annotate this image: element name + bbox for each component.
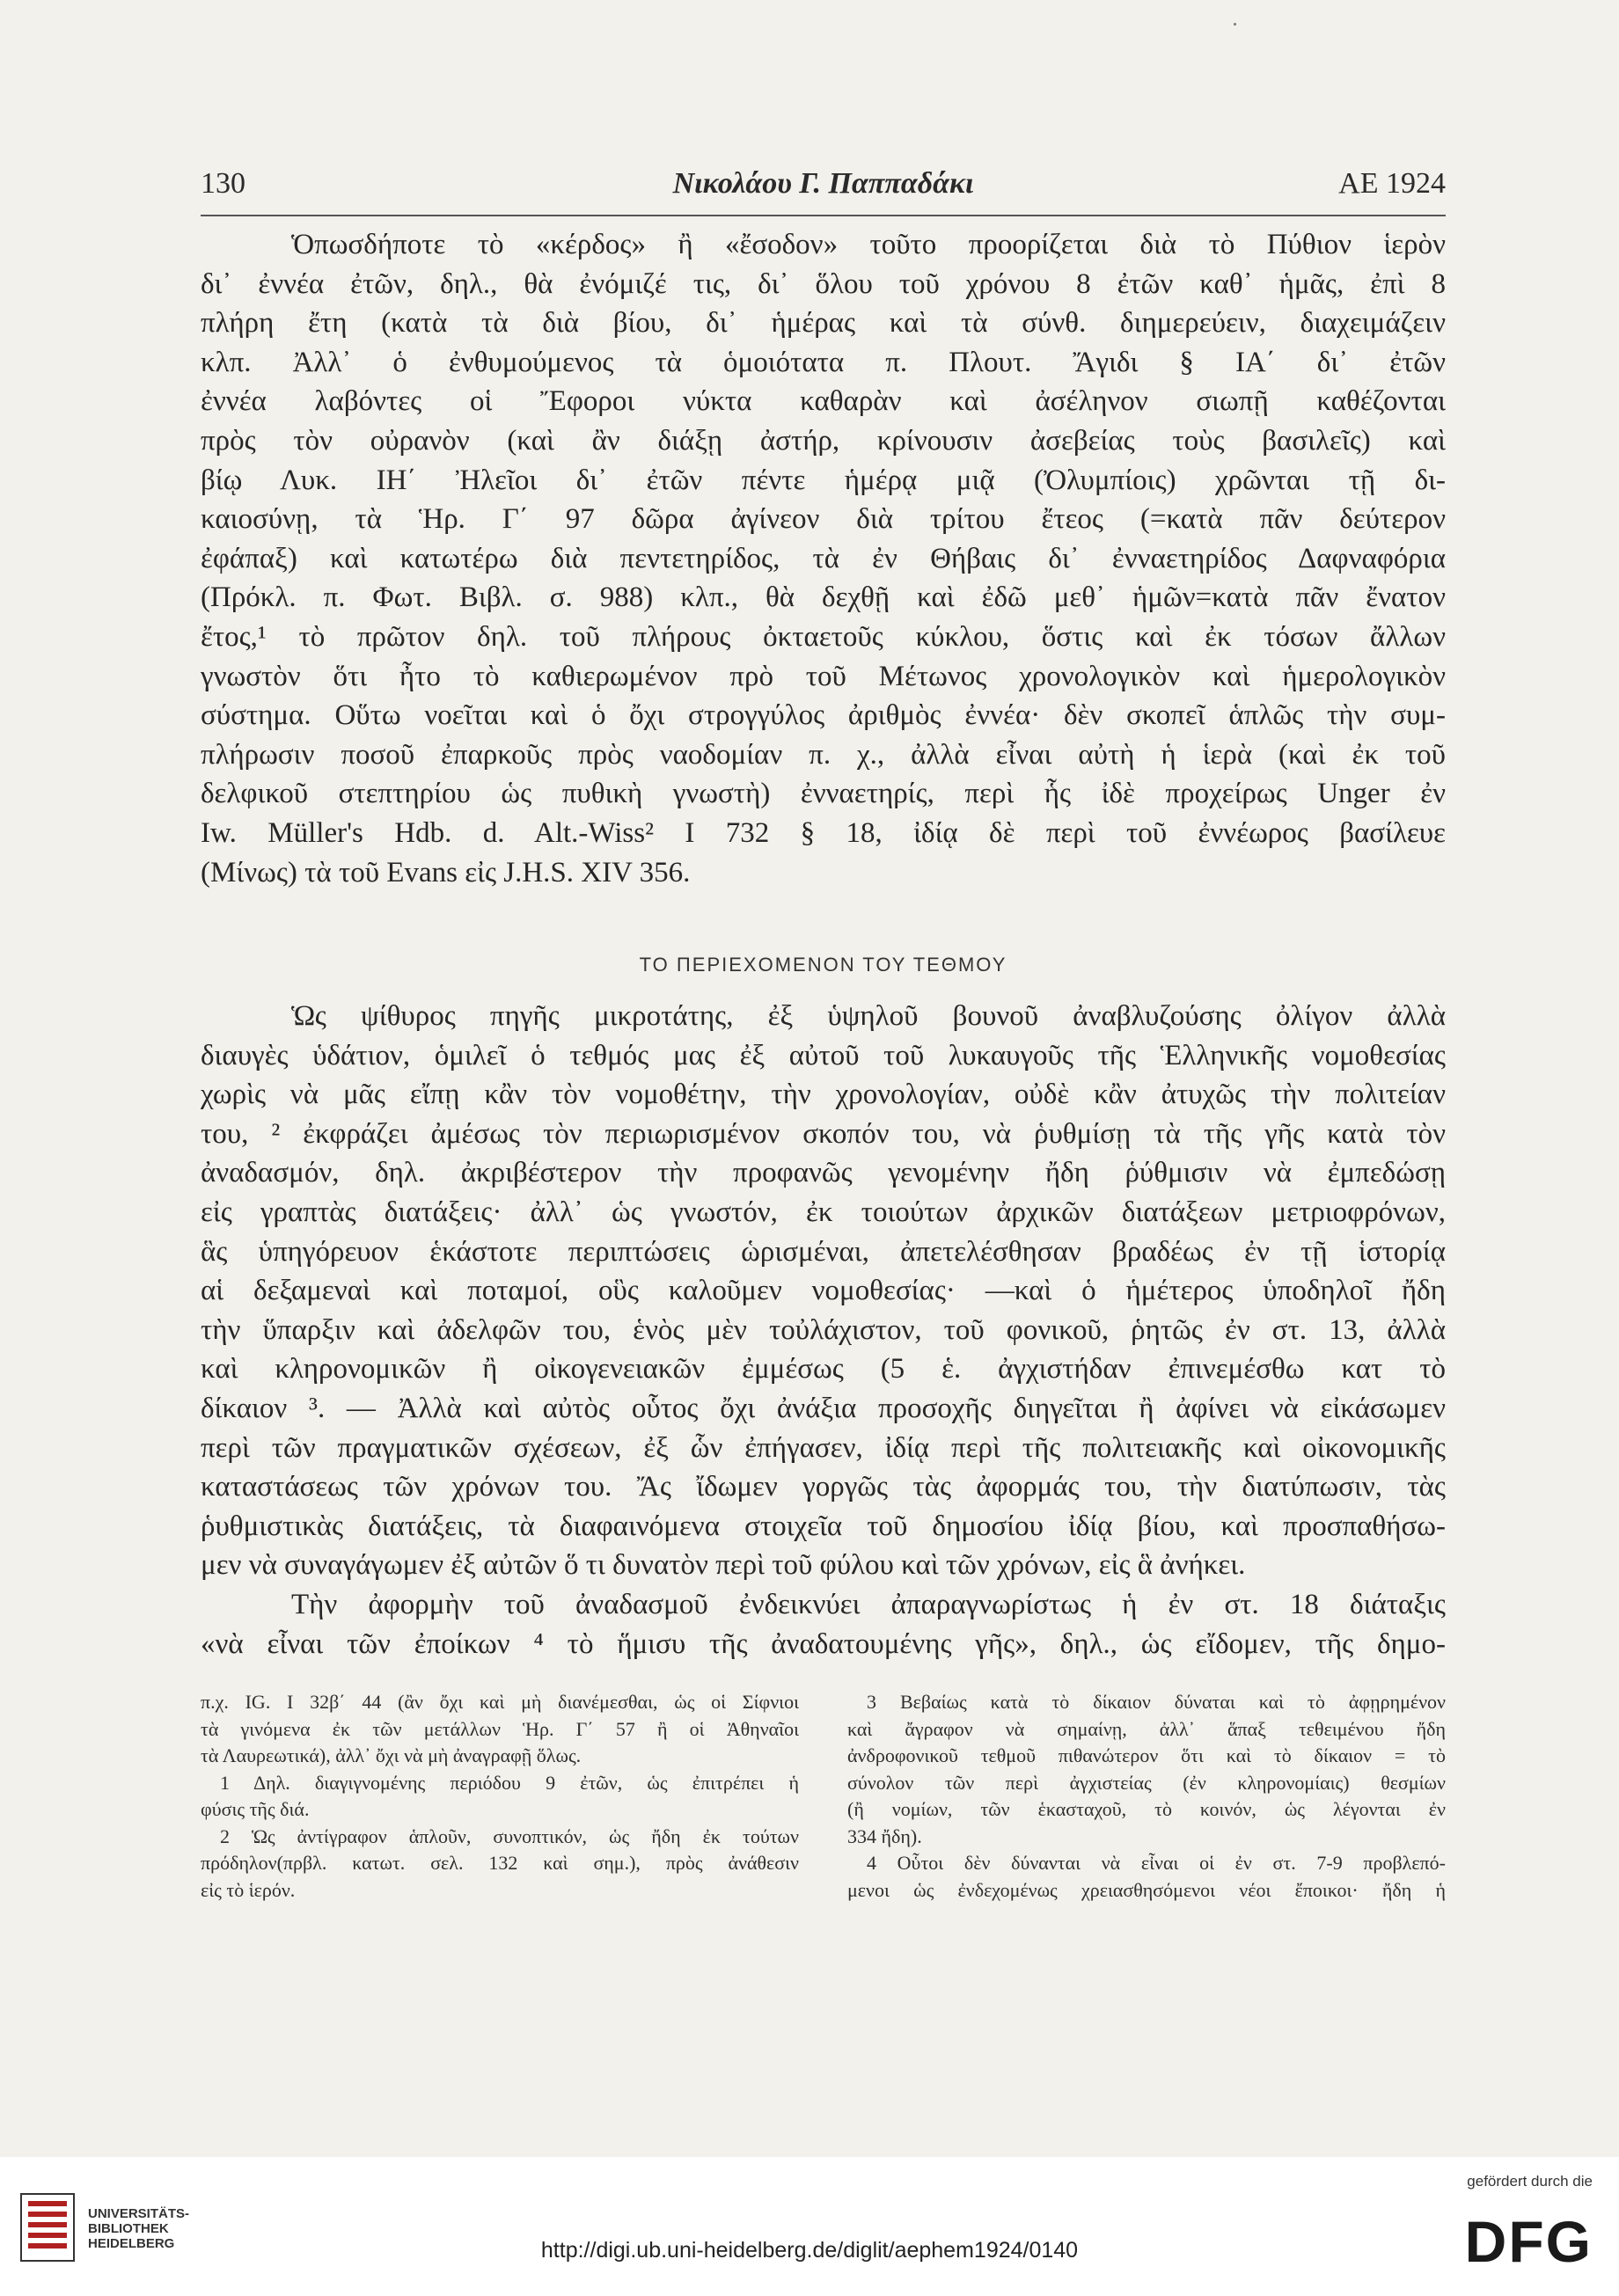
text-line: ῥυθμιστικὰς διατάξεις, τὰ διαφαινόμενα στοιχεῖα τοῦ δημοσίου ἰδίᾳ βίου, καὶ προσπαθήσω- (201, 1510, 1446, 1542)
text-line: πρὸς τὸν οὐρανὸν (καὶ ἂν διάξῃ ἀστήρ, κρίνουσιν ἀσεβείας τοὺς βασιλεῖς) καὶ (201, 424, 1446, 457)
library-name: UNIVERSITÄTS- BIBLIOTHEK HEIDELBERG (88, 2206, 190, 2251)
source-url-link[interactable]: http://digi.ub.uni-heidelberg.de/diglit/aephem1924/0140 (540, 2238, 1079, 2263)
footnote-line: τὰ Λαυρεωτικά), ἀλλ᾽ ὄχι νὰ μὴ ἀναγραφῇ ὅλως. (201, 1744, 582, 1766)
page-speck (1234, 23, 1236, 26)
footnote-line: 3 Βεβαίως κατὰ τὸ δίκαιον δύναται καὶ τὸ ἀφῃρημένον (867, 1691, 1446, 1713)
running-header (201, 167, 1446, 211)
footnote-line: 4 Οὗτοι δὲν δύνανται νὰ εἶναι οἱ ἐν στ. 7-9 προβλεπό- (867, 1852, 1446, 1874)
footnotes-right (847, 1689, 1446, 1904)
text-line: Iw. Müller's Hdb. d. Alt.-Wiss² I 732 § 18, ἰδίᾳ δὲ περὶ τοῦ ἐννέωρος βασίλευε (201, 816, 1446, 849)
text-line: μεν νὰ συναγάγωμεν ἐξ αὐτῶν ὅ τι δυνατὸν περὶ τοῦ φύλου καὶ τῶν χρόνων, εἰς ἃ ἀνήκει. (201, 1549, 1246, 1582)
journal-issue: ΑΕ 1924 (1338, 167, 1446, 200)
footnote-line: φύσις τῆς διά. (201, 1798, 310, 1820)
text-line: πλήρωσιν ποσοῦ ἐπαρκοῦς πρὸς ναοδομίαν π. χ., ἀλλὰ εἶναι αὐτὴ ἡ ἱερὰ (καὶ ἐκ τοῦ (201, 738, 1446, 771)
footnote-line: 334 ἤδη). (847, 1824, 922, 1847)
text-line: (Μίνως) τὰ τοῦ Evans εἰς J.H.S. XIV 356. (201, 856, 691, 888)
footnotes-left (201, 1689, 799, 1904)
text-line: ἔτος,¹ τὸ πρῶτον δηλ. τοῦ πλήρους ὀκταετοῦς κύκλου, ὅστις καὶ ἐκ τόσων ἄλλων (201, 620, 1446, 653)
footnote-line: π.χ. IG. I 32β΄ 44 (ἂν ὄχι καὶ μὴ διανέμεσθαι, ὡς οἱ Σίφνιοι (201, 1691, 799, 1713)
text-line: πλήρη ἔτη (κατὰ τὰ διὰ βίου, δι᾽ ἡμέρας καὶ τὰ σύνθ. διημερεύειν, διαχειμάζειν (201, 307, 1446, 340)
text-line: τὴν ὕπαρξιν καὶ ἀδελφῶν του, ἑνὸς μὲν τοὐλάχιστον, τοῦ φονικοῦ, ῥητῶς ἐν στ. 13, ἀλλὰ (201, 1313, 1446, 1346)
header-rule (201, 215, 1446, 216)
footnote-line: μενοι ὡς ἐνδεχομένως χρειασθησόμενοι νέοι ἔποικοι· ἤδη ἡ (847, 1878, 1446, 1901)
footnote-line: 1 Δηλ. διαγιγνομένης περιόδου 9 ἐτῶν, ὡς ἐπιτρέπει ἡ (220, 1771, 799, 1794)
paragraph-3 (201, 1585, 1446, 1664)
digitization-footer (0, 2157, 1619, 2296)
text-line: σύστημα. Οὕτω νοεῖται καὶ ὁ ὄχι στρογγύλος ἀριθμὸς ἐννέα· δὲν σκοπεῖ ἁπλῶς τὴν συμ- (201, 699, 1446, 732)
text-line: ἀναδασμόν, δηλ. ἀκριβέστερον τὴν προφανῶς γενομένην ἤδη ῥύθμισιν νὰ ἐμπεδώσῃ (201, 1157, 1446, 1189)
text-line: γνωστὸν ὅτι ἦτο τὸ καθιερωμένον πρὸ τοῦ Μέτωνος χρονολογικὸν καὶ ἡμερολογικὸν (201, 660, 1446, 692)
footnote-line: καὶ ἄγραφον νὰ σημαίνῃ, ἀλλ᾽ ἅπαξ τεθειμένου ἤδη (847, 1717, 1446, 1740)
text-line: ἃς ὑπηγόρευον ἑκάστοτε περιπτώσεις ὡρισμέναι, ἀπετελέσθησαν βραδέως ἐν τῇ ἱστορίᾳ (201, 1235, 1446, 1268)
text-line: καὶ κληρονομικῶν ἢ οἰκογενειακῶν ἐμμέσως (5 ἑ. ἀγχιστήδαν ἐπινεμέσθω κατ τὸ (201, 1353, 1446, 1386)
text-line: δίκαιον ³. — Ἀλλὰ καὶ αὐτὸς οὗτος ὄχι ἀνάξια προσοχῆς διηγεῖται ἢ ἀφίνει νὰ εἰκάσωμεν (201, 1392, 1446, 1424)
footnote-line: 2 Ὡς ἀντίγραφον ἁπλοῦν, συνοπτικόν, ὡς ἤδη ἐκ τούτων (220, 1824, 799, 1847)
text-line: χωρὶς νὰ μᾶς εἴπῃ κἂν τὸν νομοθέτην, τὴν χρονολογίαν, οὐδὲ κἂν ἀτυχῶς τὴν πολιτείαν (201, 1079, 1446, 1111)
text-line: καιοσύνῃ, τὰ Ἡρ. Γ΄ 97 δῶρα ἀγίνεον διὰ τρίτου ἔτεος (=κατὰ πᾶν δεύτερον (201, 503, 1446, 536)
text-line: ἐφάπαξ) καὶ κατωτέρω διὰ πεντετηρίδος, τὰ ἐν Θήβαις δι᾽ ἐνναετηρίδος Δαφναφόρια (201, 542, 1446, 574)
dfg-logo: DFG (1464, 2209, 1593, 2274)
funding-caption: gefördert durch die (1467, 2173, 1593, 2190)
text-line: δελφικοῦ στεπτηρίου ὡς πυθικὴ γνωστὴ) ἐνναετηρίς, περὶ ἧς ἰδὲ προχείρως Unger ἐν (201, 778, 1446, 810)
footnote-line: τὰ γινόμενα ἐκ τῶν μετάλλων Ἡρ. Γ΄ 57 ἢ οἱ Ἀθηναῖοι (201, 1717, 799, 1740)
text-line: ἐννέα λαβόντες οἱ Ἔφοροι νύκτα καθαρὰν καὶ ἀσέληνον σιωπῇ καθέζονται (201, 385, 1446, 418)
footnote-line: σύνολον τῶν περὶ ἀγχιστείας (ἐν κληρονομίαις) θεσμίων (847, 1771, 1446, 1794)
text-line: καταστάσεως τῶν χρόνων του. Ἄς ἴδωμεν γοργῶς τὰς ἀφορμάς του, τὴν διατύπωσιν, τὰς (201, 1471, 1446, 1503)
text-line: κλπ. Ἀλλ᾽ ὁ ἐνθυμούμενος τὰ ὁμοιότατα π. Πλουτ. Ἄγιδι § ΙΑ΄ δι᾽ ἐτῶν (201, 346, 1446, 378)
footnote-line: (ἢ νομίων, τῶν ἑκασταχοῦ, τὸ κοινόν, ὡς λέγονται ἐν (847, 1798, 1446, 1820)
text-line: Τὴν ἀφορμὴν τοῦ ἀναδασμοῦ ἐνδεικνύει ἀπαραγνωρίστως ἡ ἐν στ. 18 διάταξις (291, 1589, 1446, 1620)
text-line: του, ² ἐκφράζει ἀμέσως τὸν περιωρισμένον σκοπόν του, νὰ ῥυθμίσῃ τὰ τῆς γῆς κατὰ τὸν (201, 1117, 1446, 1150)
paragraph-2 (201, 997, 1446, 1585)
footnote-line: πρόδηλον(πρβλ. κατωτ. σελ. 132 καὶ σημ.), πρὸς ἀνάθεσιν (201, 1852, 799, 1874)
text-line: εἰς γραπτὰς διατάξεις· ἀλλ᾽ ὡς γνωστόν, ἐκ τοιούτων ἀρχικῶν διατάξεων μετριοφρόνων, (201, 1196, 1446, 1228)
section-heading: ΤΟ ΠΕΡΙΕΧΟΜΕΝΟΝ ΤΟΥ ΤΕΘΜΟΥ (639, 954, 1007, 976)
footnote-line: ἀνδροφονικοῦ τεθμοῦ πιθανώτερον ὅτι καὶ τὸ δίκαιον = τὸ (847, 1744, 1446, 1766)
text-line: «νὰ εἶναι τῶν ἐποίκων ⁴ τὸ ἥμισυ τῆς ἀναδατουμένης γῆς», δηλ., ὡς εἴδομεν, τῆς δημο- (201, 1627, 1446, 1660)
footnote-line: εἰς τὸ ἱερόν. (201, 1878, 296, 1901)
text-line: Ὡς ψίθυρος πηγῆς μικροτάτης, ἐξ ὑψηλοῦ βουνοῦ ἀναβλυζούσης ὀλίγον ἀλλὰ (291, 1000, 1446, 1032)
page-number: 130 (201, 167, 245, 200)
text-line: περὶ τῶν πραγματικῶν σχέσεων, ἐξ ὧν ἐπήγασεν, ἰδίᾳ περὶ τῆς πολιτειακῆς καὶ οἰκονομικῆς (201, 1431, 1446, 1464)
text-line: αἱ δεξαμεναὶ καὶ ποταμοί, οὓς καλοῦμεν νομοθεσίας· —καὶ ὁ ἡμέτερος ὑποδηλοῖ ἤδη (201, 1275, 1446, 1307)
text-line: δι᾽ ἐννέα ἐτῶν, δηλ., θὰ ἐνόμιζέ τις, δι᾽ ὅλου τοῦ χρόνου 8 ἐτῶν καθ᾽ ἡμᾶς, ἐπὶ 8 (201, 267, 1446, 300)
running-title: Νικολάου Γ. Παππαδάκι (672, 167, 974, 200)
text-line: (Πρόκλ. π. Φωτ. Βιβλ. σ. 988) κλπ., θὰ δεχθῇ καὶ ἐδῶ μεθ᾽ ἡμῶν=κατὰ πᾶν ἔνατον (201, 581, 1446, 614)
paragraph-1 (201, 225, 1446, 892)
text-line: Ὁπωσδήποτε τὸ «κέρδος» ἢ «ἔσοδον» τοῦτο προορίζεται διὰ τὸ Πύθιον ἱερὸν (291, 229, 1446, 260)
text-line: βίῳ Λυκ. ΙΗ΄ Ἠλεῖοι δι᾽ ἐτῶν πέντε ἡμέρᾳ μιᾷ (Ὀλυμπίοις) χρῶνται τῇ δι- (201, 464, 1446, 496)
text-line: διαυγὲς ὑδάτιον, ὁμιλεῖ ὁ τεθμός μας ἐξ αὐτοῦ τοῦ λυκαυγοῦς τῆς Ἑλληνικῆς νομοθεσίας (201, 1039, 1446, 1071)
